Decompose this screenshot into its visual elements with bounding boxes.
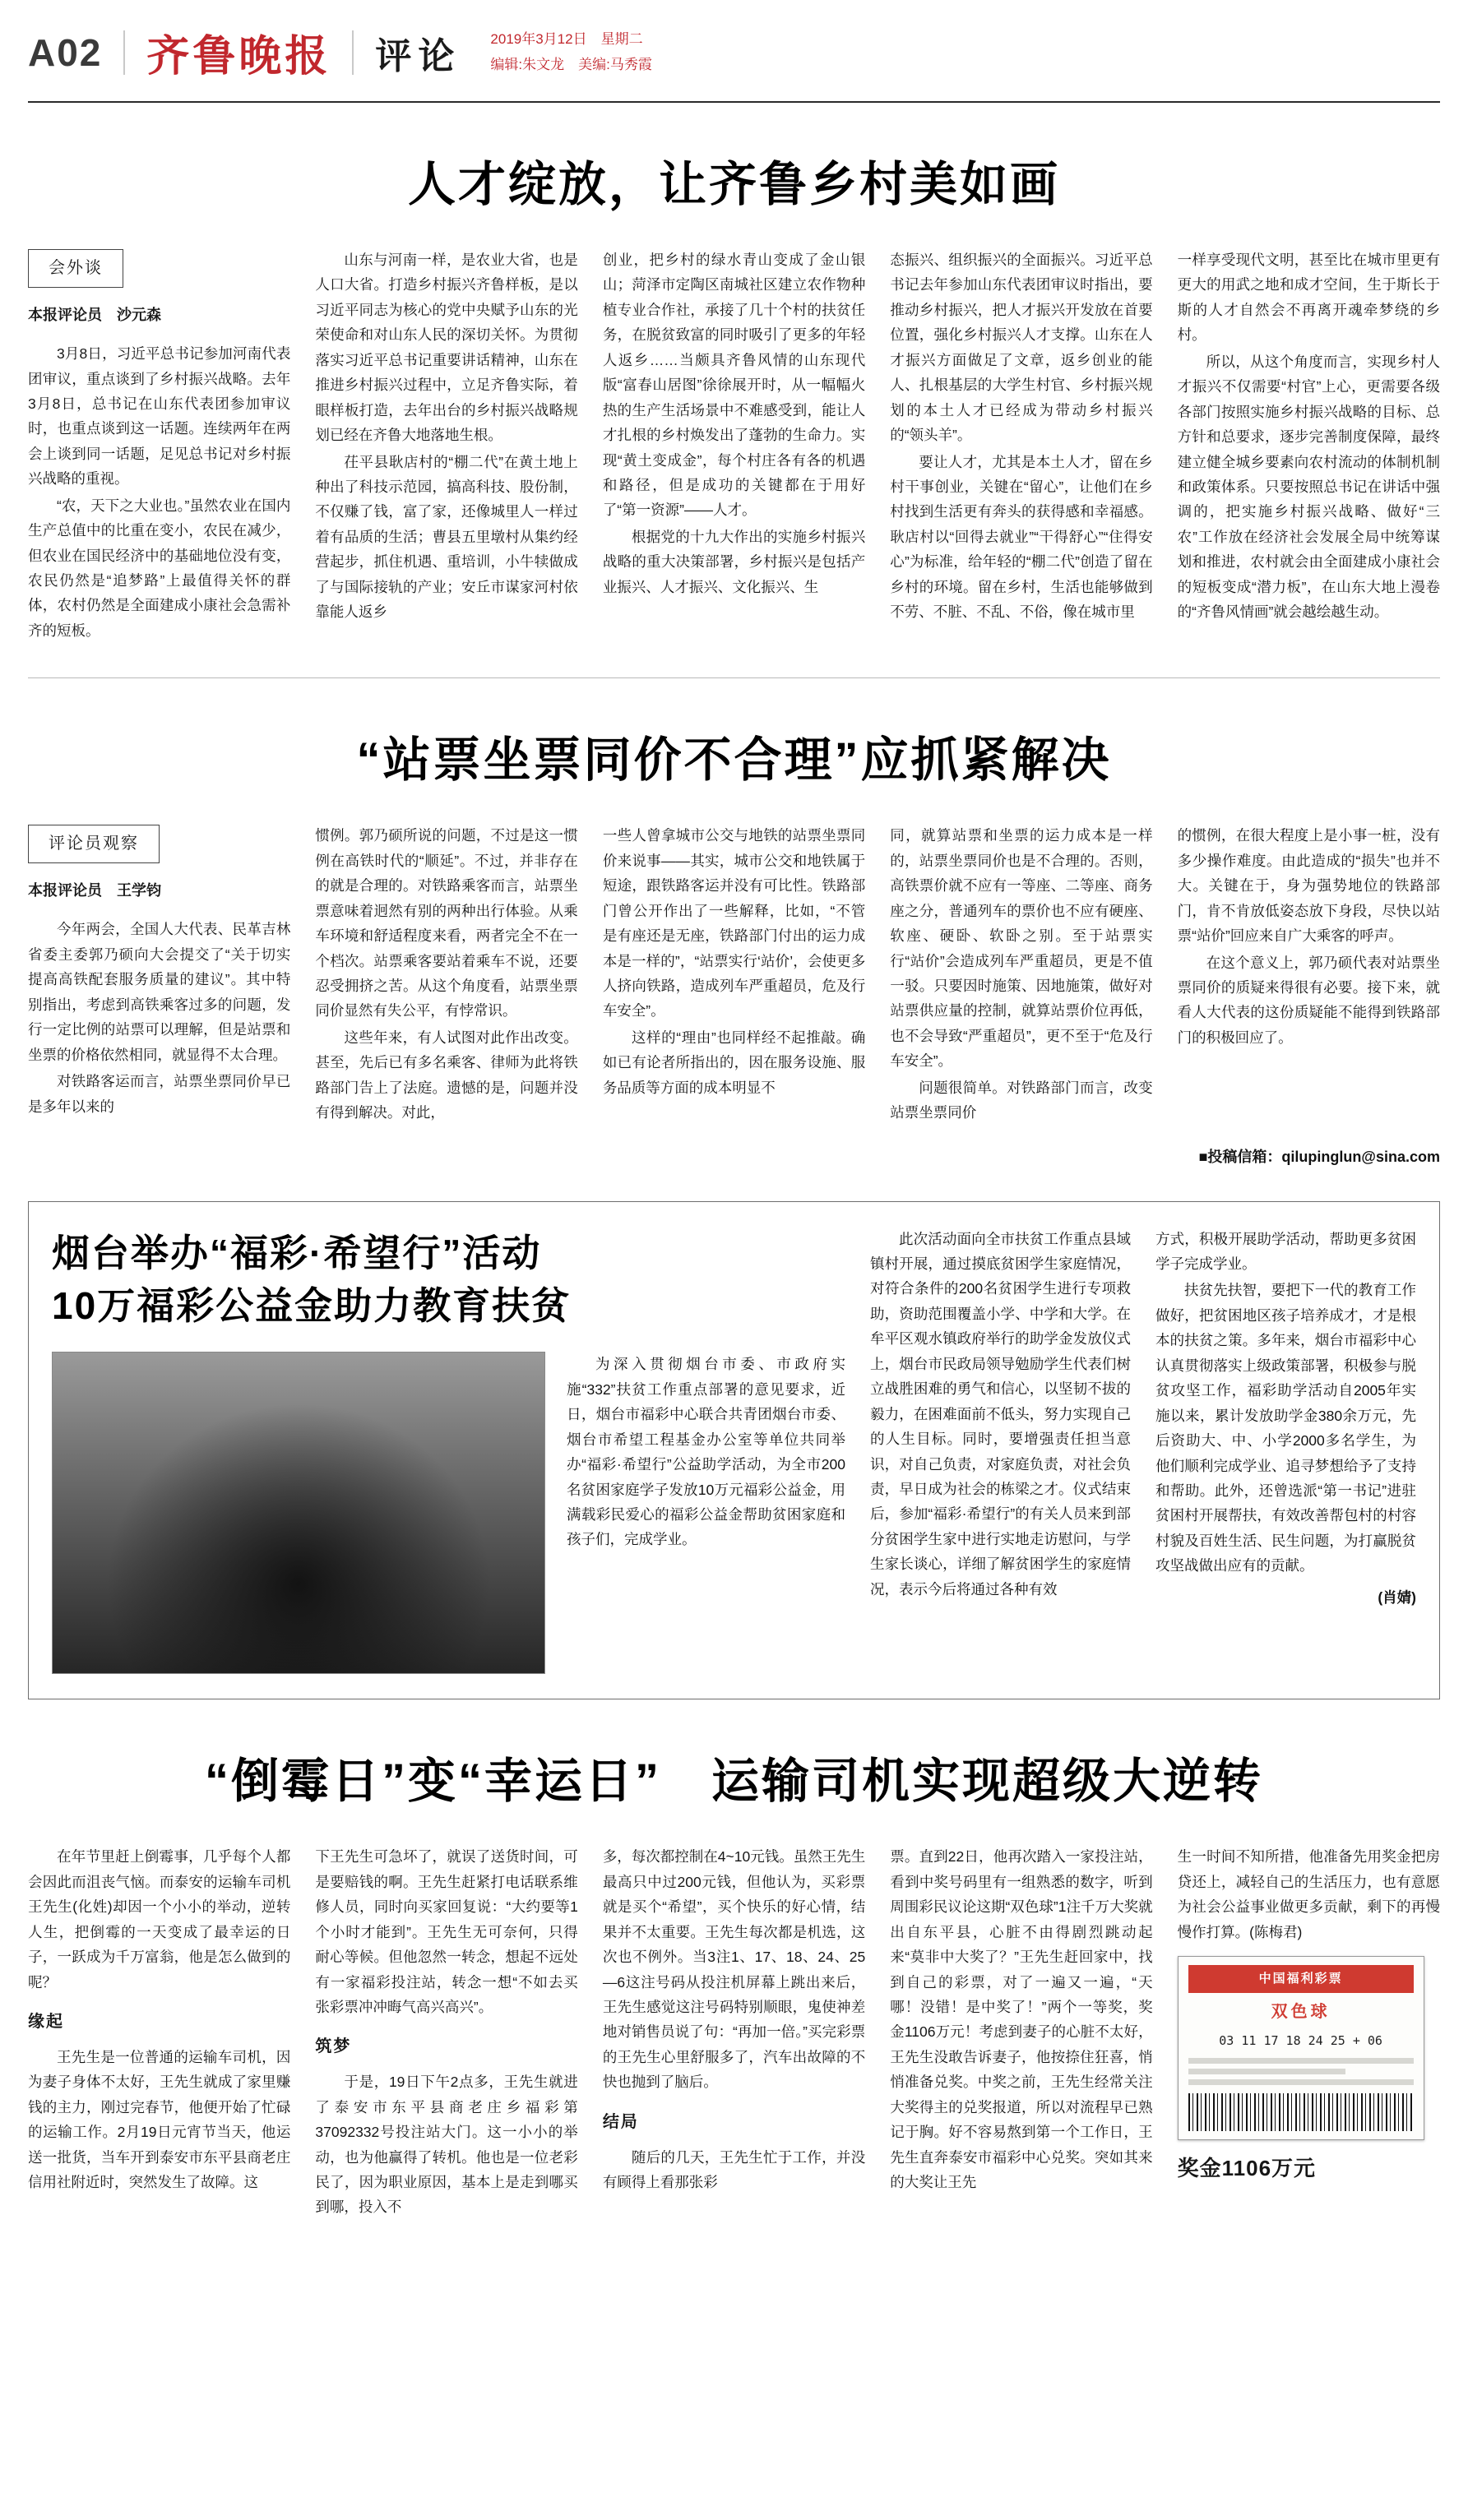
column [28, 823, 290, 1126]
article-zhanpiao-headline: “站票坐票同价不合理”应抓紧解决 [356, 733, 1112, 788]
paragraph: 此次活动面向全市扶贫工作重点县域镇村开展，通过摸底贫困学生家庭情况，对符合条件的200名贫困学生进行专项救助，资助范围覆盖小学、中学和大学。在牟平区观水镇政府举行的助学金发放仪式上，烟台市民政局领导勉励学生代表们树立战胜困难的勇气和信心，以坚韧不拔的毅力，在困难面前不低头，努力实现自己的人生目标。同时，要增强责任担当意识，对自己负责，对家庭负责，对社会负责，早日成为社会的栋梁之才。仪式结束后，参加“福彩·希望行”的有关人员来到部分贫困学生家中进行实地走访慰问，与学生家长谈心，详细了解贫困学生的家庭情况，表示今后将通过各种有效 [870, 1230, 1131, 1598]
crosshead-zhumeng: 筑梦 [315, 2037, 352, 2056]
byline: 本报评论员 沙元森 [28, 306, 161, 323]
column [870, 1227, 1131, 1675]
paragraph: 为深入贯彻烟台市委、市政府实施“332”扶贫工作重点部署的意见要求，近日，烟台市福彩中心联合共青团烟台市委、烟台市希望工程基金办公室等单位共同举办“福彩·希望行”公益助学活动，为全市200名贫困家庭学子发放10万元福彩公益金，用满载彩民爱心的福彩公益金帮助贫困家庭和孩子们，完成学业。 [567, 1356, 845, 1548]
paragraph: 王先生是一位普通的运输车司机，因为妻子身体不太好，王先生就成了家里赚钱的主力，刚过完春节，他便开始了忙碌的运输工作。2月19日元宵节当天，他运送一批货，当车开到泰安市东平县商老庄信用社附近时，突然发生了故障。这 [28, 2048, 291, 2190]
paragraph: 这样的“理由”也同样经不起推敲。确如已有论者所指出的，因在服务设施、服务品质等方面的成本明显不 [602, 1029, 866, 1096]
date-line: 2019年3月12日 星期二 [490, 30, 643, 47]
ticket-game-name: 双色球 [1271, 2003, 1331, 2022]
paragraph: 对铁路客运而言，站票坐票同价早已是多年以来的 [28, 1073, 291, 1115]
column [1178, 247, 1440, 645]
column [1178, 1844, 1440, 2221]
byline: 本报评论员 王学钧 [28, 882, 161, 899]
headline-line-2: 10万福彩公益金助力教育扶贫 [52, 1284, 572, 1327]
lottery-ticket-image [1178, 1956, 1424, 2140]
article-fucai-headline [52, 1227, 845, 1333]
news-photo [52, 1352, 545, 1674]
paragraph: 这些年来，有人试图对此作出改变。甚至，先后已有多名乘客、律师为此将铁路部门告上了法庭。遗憾的是，问题并没有得到解决。对此， [315, 1029, 578, 1121]
submission-mailbox: ■投稿信箱：qilupinglun@sina.com [1198, 1148, 1440, 1165]
paragraph: 在这个意义上，郭乃硕代表对站票坐票同价的质疑来得很有必要。接下来，就看人大代表的这份质疑能不能得到铁路部门的积极回应了。 [1177, 954, 1441, 1046]
column [603, 247, 865, 645]
article-daomei [28, 1742, 1440, 2221]
page-number: A02 [28, 30, 103, 74]
paragraph: 于是，19日下午2点多，王先生就进了泰安市东平县商老庄乡福彩第37092332号投注站大门。这一小小的举动，也为他赢得了转机。他也是一位老彩民了，因为职业原因，基本上是走到哪买到哪，投入不 [315, 2074, 578, 2216]
article-rencai-columns [28, 247, 1440, 645]
column [890, 1844, 1152, 2221]
crosshead-jieju: 结局 [602, 2112, 639, 2131]
paragraph: 一样享受现代文明，甚至比在城市里更有更大的用武之地和成才空间，生于斯长于斯的人才自然会不再离开魂牵梦绕的乡村。 [1177, 252, 1441, 344]
paragraph: 在年节里赶上倒霉事，几乎每个人都会因此而沮丧气恼。而泰安的运输车司机王先生(化姓)却因一个小小的举动，逆转人生，把倒霉的一天变成了最幸运的日子，一跃成为千万富翁，他是怎么做到的呢？ [28, 1848, 291, 1991]
article-zhanpiao [28, 721, 1440, 1166]
paragraph: 同，就算站票和坐票的运力成本是一样的，站票坐票同价也是不合理的。否则，高铁票价就不应有一等座、二等座、商务座之分，普通列车的票价也不应有硬座、软座、硬卧、软卧之别。至于站票实行“站价”会造成列车严重超员，更是不值一驳。只要因时施策、因地施策，做好对站票供应量的控制，就算站票价位再低，也不会导致“严重超员”，更不至于“危及行车安全”。 [890, 827, 1153, 1070]
article-divider [28, 677, 1440, 678]
column [28, 1844, 290, 2221]
header-rule [28, 101, 1440, 103]
page-header [28, 0, 1440, 96]
paragraph: 问题很简单。对铁路部门而言，改变站票坐票同价 [890, 1079, 1153, 1121]
article-fucai [28, 1201, 1440, 1700]
paragraph: 下王先生可急坏了，就误了送货时间，可是要赔钱的啊。王先生赶紧打电话联系维修人员，同时向买家回复说：“大约要等1个小时才能到”。王先生无可奈何，只得耐心等候。但他忽然一转念，想起不远处有一家福彩投注站，转念一想“不如去买张彩票冲冲晦气高兴高兴”。 [315, 1848, 578, 2016]
paragraph: 态振兴、组织振兴的全面振兴。习近平总书记去年参加山东代表团审议时指出，要推动乡村振兴，把人才振兴开发放在首要位置，强化乡村振兴人才支撑。山东在人才振兴方面做足了文章，返乡创业的能人、扎根基层的大学生村官、乡村振兴规划的本土人才已经成为带动乡村振兴的“领头羊”。 [890, 252, 1153, 444]
paragraph: 惯例。郭乃硕所说的问题，不过是这一惯例在高铁时代的“顺延”。不过，并非存在的就是合理的。对铁路乘客而言，站票坐票意味着迥然有别的两种出行体验。从乘车环境和舒适程度来看，两者完全不在一个档次。站票乘客要站着乘车不说，还要忍受拥挤之苦。从这个角度看，站票坐票同价显然有失公平，有悖常识。 [315, 827, 578, 1020]
paragraph: 创业，把乡村的绿水青山变成了金山银山；菏泽市定陶区南城社区建立农作物种植专业合作社，承接了几十个村的扶贫任务，在脱贫致富的同时吸引了更多的年轻人返乡……当颇具齐鲁风情的山东现代版“富春山居图”徐徐展开时，从一幅幅火热的生产生活场景中不难感受到，能让人才扎根的乡村焕发出了蓬勃的生命力。实现“黄土变成金”，每个村庄各有各的机遇和路径，但是成功的关键都在于用好了“第一资源”——人才。 [602, 252, 866, 519]
header-divider [352, 30, 354, 75]
paragraph: 所以，从这个角度而言，实现乡村人才振兴不仅需要“村官”上心，更需要各级各部门按照实施乡村振兴战略的目标、总方针和总要求，逐步完善制度保障，最终建立健全城乡要素向农村流动的体制机制和政策体系。只要按照总书记在讲话中强调的，把实施乡村振兴战略、做好“三农”工作放在经济社会发展全局中统筹谋划和推进，农村就会由全面建成小康社会的短板变成“潜力板”，在山东大地上漫卷的“齐鲁风情画”就会越绘越生动。 [1177, 353, 1441, 621]
newspaper-masthead: 齐鲁晚报 [146, 31, 331, 81]
section-title: 评论 [375, 35, 461, 76]
column [603, 1844, 865, 2221]
column [315, 1844, 577, 2221]
article-daomei-columns [28, 1844, 1440, 2221]
headline-line-1: 烟台举办“福彩·希望行”活动 [52, 1231, 542, 1274]
article-zhanpiao-columns [28, 823, 1440, 1126]
column [315, 247, 577, 645]
ticket-print-line [1188, 2069, 1346, 2074]
paragraph: 方式，积极开展助学活动，帮助更多贫困学子完成学业。 [1155, 1230, 1416, 1273]
paragraph: 根据党的十九大作出的实施乡村振兴战略的重大决策部署，乡村振兴是包括产业振兴、人才振兴、文化振兴、生 [602, 528, 866, 595]
column-label: 会外谈 [28, 249, 123, 288]
column [890, 823, 1152, 1126]
paragraph: 一些人曾拿城市公交与地铁的站票坐票同价来说事——其实，城市公交和地铁属于短途，跟铁路客运并没有可比性。铁路部门曾公开作出了一些解释，比如，“不管是有座还是无座，铁路部门付出的运力成本是一样的”，“站票实行‘站价’，会使更多人挤向铁路，造成列车严重超员，危及行车安全”。 [602, 827, 866, 1020]
lead-column [567, 1352, 845, 1674]
article-rencai-headline: 人才绽放，让齐鲁乡村美如画 [407, 158, 1060, 211]
paragraph: 山东与河南一样，是农业大省，也是人口大省。打造乡村振兴齐鲁样板，是以习近平同志为核心的党中央赋予山东的光荣使命和对山东人民的深切关怀。为贯彻落实习近平总书记重要讲话精神，山东在推进乡村振兴过程中，立足齐鲁实际，着眼样板打造，去年出台的乡村振兴战略规划已经在齐鲁大地落地生根。 [315, 252, 578, 444]
photo-row [52, 1352, 845, 1674]
paragraph: 随后的几天，王先生忙于工作，并没有顾得上看那张彩 [602, 2148, 866, 2190]
prize-caption: 奖金1106万元 [1177, 2156, 1317, 2181]
header-divider [123, 30, 125, 75]
article-rencai [28, 146, 1440, 645]
paragraph: 的惯例，在很大程度上是小事一桩，没有多少操作难度。由此造成的“损失”也并不大。关键在于，身为强势地位的铁路部门，肯不肯放低姿态放下身段，尽快以站票“站价”回应来自广大乘客的呼声。 [1177, 827, 1441, 945]
paragraph: 茌平县耿店村的“棚二代”在黄土地上种出了科技示范园，搞高科技、股份制，不仅赚了钱，富了家，还像城里人一样过着有品质的生活；曹县五里墩村从集约经营起步，抓住机遇、重培训，小牛犊做成了与国际接轨的产业；安丘市谋家河村依靠能人返乡 [315, 453, 578, 621]
column [890, 247, 1152, 645]
ticket-header: 中国福利彩票 [1188, 1965, 1414, 1993]
paragraph: 多，每次都控制在4~10元钱。虽然王先生最高只中过200元钱，但他认为，买彩票就是买个“希望”，买个快乐的好心情，结果并不太重要。王先生每次都是机选，这次也不例外。当3注1、17、18、24、25—6这注号码从投注机屏幕上跳出来后，王先生感觉这注号码特别顺眼，鬼使神差地对销售员说了句：“再加一倍。”买完彩票的王先生心里舒服多了，汽车出故障的不快也抛到了脑后。 [602, 1848, 866, 2091]
paragraph: “农，天下之大业也。”虽然农业在国内生产总值中的比重在变小，农民在减少，但农业在国民经济中的基础地位没有变，农民仍然是“追梦路”上最值得关怀的群体，农村仍然是全面建成小康社会急需补齐的短板。 [28, 497, 291, 639]
paragraph: 今年两会，全国人大代表、民革吉林省委主委郭乃硕向大会提交了“关于切实提高高铁配套服务质量的建议”。其中特别指出，考虑到高铁乘客过多的问题，发行一定比例的站票可以理解，但是站票和坐票的价格依然相同，就显得不太合理。 [28, 921, 291, 1063]
date-block [490, 27, 651, 77]
paragraph: 扶贫先扶智，要把下一代的教育工作做好，把贫困地区孩子培养成才，才是根本的扶贫之策。多年来，烟台市福彩中心认真贯彻落实上级政策部署，积极参与脱贫攻坚工作，福彩助学活动自2005年实施以来，累计发放助学金380余万元，先后资助大、中、小学2000多名学生，为他们顺利完成学业、追寻梦想给予了支持和帮助。此外，还曾选派“第一书记”进驻贫困村开展帮扶，有效改善帮包村的村容村貌及百姓生活、民生问题，为打赢脱贫攻坚战做出应有的贡献。 [1155, 1282, 1416, 1574]
column [1155, 1227, 1416, 1675]
ticket-print-line [1188, 2079, 1414, 2085]
article-daomei-headline: “倒霉日”变“幸运日” 运输司机实现超级大逆转 [204, 1755, 1263, 1809]
column-label: 评论员观察 [28, 825, 160, 863]
ticket-numbers: 03 11 17 18 24 25 + 06 [1219, 2033, 1382, 2049]
author-signature: (肖婧) [1378, 1588, 1416, 1606]
column [28, 247, 290, 645]
ticket-print-line [1188, 2058, 1414, 2064]
crosshead-yuanqi: 缘起 [28, 2013, 64, 2032]
article-fucai-left [52, 1227, 845, 1675]
staff-line: 编辑:朱文龙 美编:马秀霞 [490, 56, 652, 72]
column [315, 823, 577, 1126]
ticket-barcode [1188, 2093, 1414, 2131]
column [1178, 823, 1440, 1126]
paragraph: 票。直到22日，他再次踏入一家投注站，看到中奖号码里有一组熟悉的数字，听到周围彩民议论这期“双色球”1注千万大奖就出自东平县，心脏不由得剧烈跳动起来“莫非中大奖了？”王先生赶回家中，找到自己的彩票，对了一遍又一遍，“天哪！没错！是中奖了！”两个一等奖，奖金1106万元！考虑到妻子的心脏不太好，王先生没敢告诉妻子，他按捺住狂喜，悄悄准备兑奖。中奖之前，王先生经常关注大奖得主的兑奖报道，所以对流程早已熟记于胸。好不容易熬到第一个工作日，王先生直奔泰安市福彩中心兑奖。突如其来的大奖让王先 [890, 1848, 1153, 2191]
paragraph: 生一时间不知所措，他准备先用奖金把房贷还上，减轻自己的生活压力，也有意愿为社会公益事业做更多贡献，剩下的再慢慢作打算。(陈梅君) [1177, 1848, 1441, 1940]
paragraph: 要让人才，尤其是本土人才，留在乡村干事创业，关键在“留心”，让他们在乡村找到生活更有奔头的获得感和幸福感。耿店村以“回得去就业”“干得舒心”“住得安心”为标准，给年轻的“棚二代”创造了留在乡村的环境。留在乡村，生活也能够做到不劳、不脏、不乱、不俗，像在城市里 [890, 453, 1153, 621]
paragraph: 3月8日，习近平总书记参加河南代表团审议，重点谈到了乡村振兴战略。去年3月8日，总书记在山东代表团参加审议时，也重点谈到这一话题。连续两年在两会上谈到同一话题，足见总书记对乡村振兴战略的重视。 [28, 345, 291, 488]
column [603, 823, 865, 1126]
